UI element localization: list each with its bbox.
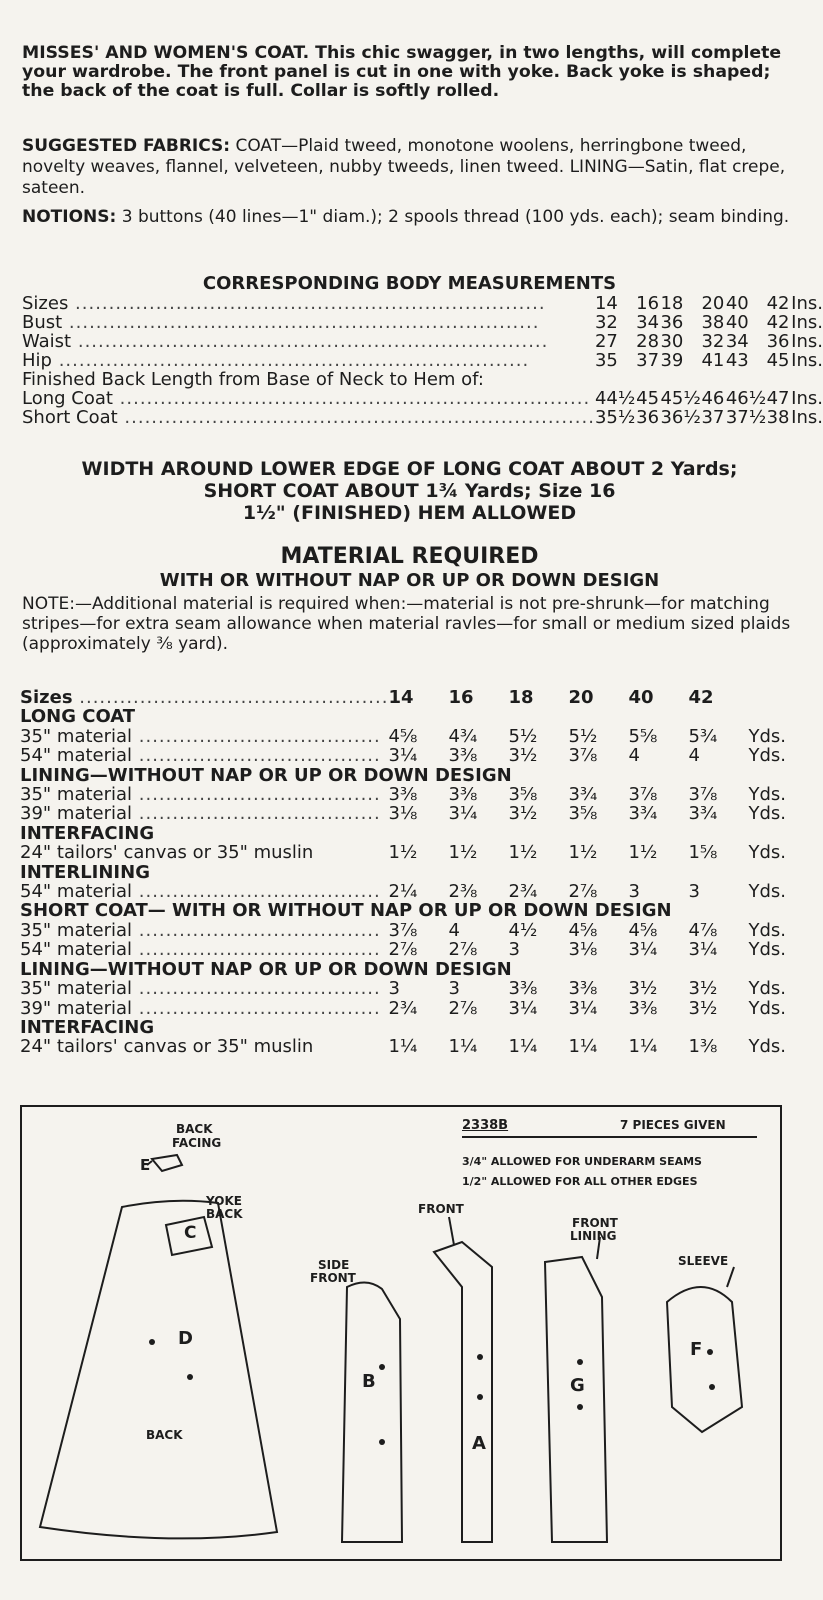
measurement-value: 43 xyxy=(725,350,749,371)
front-lining-label-1: FRONT xyxy=(572,1216,618,1230)
material-value: 3 xyxy=(688,881,700,903)
material-value: 3¼ xyxy=(688,939,718,961)
material-sizes-label xyxy=(20,688,388,707)
measurement-value: 28 xyxy=(636,331,660,352)
material-section-title-row xyxy=(20,960,798,979)
material-row xyxy=(20,882,798,901)
material-row-label-text: 54" material xyxy=(20,745,133,767)
material-value: 1¼ xyxy=(628,1036,658,1058)
material-section-title-row xyxy=(20,863,798,882)
measurement-unit: Ins. xyxy=(791,293,823,314)
measurement-value: 37 xyxy=(701,407,725,428)
side-front-dot-2 xyxy=(379,1439,385,1445)
material-section-title: LONG COAT xyxy=(20,706,136,728)
material-value: 3⅜ xyxy=(508,978,538,1000)
measurement-value: 46½ xyxy=(725,388,767,409)
measurement-value: 37½ xyxy=(725,407,767,428)
measurement-value: 36½ xyxy=(660,407,701,428)
front-dot-1 xyxy=(477,1354,483,1360)
measurement-value: 42 xyxy=(766,312,790,333)
side-front-label-1: SIDE xyxy=(318,1258,350,1272)
measurement-label-text: Short Coat xyxy=(22,408,118,427)
description-body: This chic swagger, in two lengths, will complete your wardrobe. The front panel is cut in one with yoke. Back yoke is shaped; the back of the coat is full. Collar is softly rolled. xyxy=(22,43,782,101)
material-size: 40 xyxy=(628,687,654,708)
leader-dots: .................................... xyxy=(132,978,381,1000)
leader-dots: ...................................................................... xyxy=(71,332,549,351)
leader-dots: .................................... xyxy=(132,919,381,941)
material-value: 2⅞ xyxy=(388,939,418,961)
material-value: 2⅞ xyxy=(568,881,598,903)
body-measurements-title: CORRESPONDING BODY MEASUREMENTS xyxy=(202,273,617,294)
measurement-label-text: Hip xyxy=(22,351,52,370)
material-value: 3⅞ xyxy=(688,784,718,806)
material-value: 1¼ xyxy=(448,1036,478,1058)
material-value: 1⅜ xyxy=(688,1036,718,1058)
material-section-title-row xyxy=(20,901,798,920)
measurement-value: 36 xyxy=(766,331,790,352)
sleeve-outline xyxy=(667,1287,742,1432)
material-row xyxy=(20,843,798,862)
measurement-value: 35 xyxy=(594,350,618,371)
material-value: 3⅞ xyxy=(628,784,658,806)
material-unit: Yds. xyxy=(748,725,786,747)
notions-label: NOTIONS: xyxy=(22,207,117,227)
material-value: 3½ xyxy=(508,803,538,825)
material-unit: Yds. xyxy=(748,784,786,806)
material-row-label xyxy=(20,727,388,746)
material-unit: Yds. xyxy=(748,745,786,767)
material-value: 2¾ xyxy=(508,881,538,903)
notions-text: 3 buttons (40 lines—1" diam.); 2 spools thread (100 yds. each); seam binding. xyxy=(116,207,790,227)
material-row-label-text: 35" material xyxy=(20,978,133,1000)
measurement-label xyxy=(22,408,595,427)
measurement-value: 14 xyxy=(594,293,618,314)
back-label: BACK xyxy=(146,1428,183,1442)
material-value: 3¼ xyxy=(448,803,478,825)
material-value: 4⅝ xyxy=(388,725,418,747)
material-value: 4⅝ xyxy=(628,919,658,941)
measurement-unit: Ins. xyxy=(791,312,823,333)
measurement-label-text: Waist xyxy=(22,332,72,351)
material-value: 3⅞ xyxy=(568,745,598,767)
material-value: 3½ xyxy=(628,978,658,1000)
material-value: 3⅛ xyxy=(568,939,598,961)
measurement-value: 40 xyxy=(725,293,749,314)
material-value: 4⅞ xyxy=(688,919,718,941)
leader-dots: ...................................................................... xyxy=(68,294,546,313)
letter-a: A xyxy=(472,1433,486,1454)
front-lining-outline xyxy=(545,1257,607,1542)
measurement-value: 42 xyxy=(766,293,790,314)
sleeve-label: SLEEVE xyxy=(678,1254,729,1268)
material-sizes-row xyxy=(20,688,798,707)
material-value: 4 xyxy=(688,745,700,767)
leader-dots: ...................................................................... xyxy=(117,408,595,427)
material-row-label xyxy=(20,746,388,765)
material-value: 5⅝ xyxy=(628,725,658,747)
width-note-line1: WIDTH AROUND LOWER EDGE OF LONG COAT ABOUT 2 Yards; xyxy=(81,458,738,480)
measurement-label xyxy=(22,389,595,408)
material-row xyxy=(20,746,798,765)
back-facing-label-1: BACK xyxy=(176,1122,213,1136)
measurement-value: 47 xyxy=(766,388,790,409)
material-row-label-text: 35" material xyxy=(20,725,133,747)
material-row xyxy=(20,727,798,746)
leader-dots: .................................... xyxy=(132,881,381,903)
letter-e: E xyxy=(140,1156,151,1174)
measurement-value: 27 xyxy=(594,331,618,352)
material-section-title-row xyxy=(20,824,798,843)
width-note xyxy=(22,458,797,524)
material-value: 3 xyxy=(448,978,460,1000)
material-value: 4 xyxy=(628,745,640,767)
measurement-value: 44½ xyxy=(594,388,636,409)
material-row-label-text: 24" tailors' canvas or 35" muslin xyxy=(20,1036,314,1058)
material-value: 3¼ xyxy=(568,997,598,1019)
material-subtitle: WITH OR WITHOUT NAP OR UP OR DOWN DESIGN xyxy=(159,570,660,591)
material-row-label-text: 54" material xyxy=(20,939,133,961)
measurement-unit: Ins. xyxy=(791,331,823,352)
back-facing-label-2: FACING xyxy=(172,1136,222,1150)
letter-c: C xyxy=(184,1223,197,1243)
finished-length-note-row xyxy=(22,370,823,389)
material-row-label xyxy=(20,940,388,959)
material-row-label-text: 39" material xyxy=(20,803,133,825)
material-row-label xyxy=(20,785,388,804)
material-value: 3¾ xyxy=(688,803,718,825)
measurement-label xyxy=(22,313,595,332)
material-section-title: INTERFACING xyxy=(20,822,155,844)
material-value: 1½ xyxy=(508,842,538,864)
material-value: 2⅞ xyxy=(448,997,478,1019)
material-value: 3 xyxy=(628,881,640,903)
material-unit: Yds. xyxy=(748,978,786,1000)
material-row-label xyxy=(20,843,388,862)
side-front-dot-1 xyxy=(379,1364,385,1370)
material-size: 18 xyxy=(508,687,534,708)
leader-dots: ...................................................................... xyxy=(62,313,540,332)
front-lining-dot-1 xyxy=(577,1359,583,1365)
material-value: 3¾ xyxy=(568,784,598,806)
side-front-outline xyxy=(342,1282,402,1542)
material-value: 3⅝ xyxy=(508,784,538,806)
letter-b: B xyxy=(362,1371,376,1392)
material-unit: Yds. xyxy=(748,997,786,1019)
front-outline xyxy=(434,1242,492,1542)
material-value: 3½ xyxy=(688,997,718,1019)
material-row xyxy=(20,999,798,1018)
measurement-label-text: Long Coat xyxy=(22,389,113,408)
measurement-label xyxy=(22,294,595,313)
material-unit: Yds. xyxy=(748,842,786,864)
side-front-label-2: FRONT xyxy=(310,1271,356,1285)
measurement-value: 36 xyxy=(636,407,660,428)
material-value: 2⅜ xyxy=(448,881,478,903)
material-value: 2¾ xyxy=(388,997,418,1019)
material-section-title: INTERLINING xyxy=(20,861,150,883)
measurement-row xyxy=(22,351,823,370)
material-value: 1½ xyxy=(388,842,418,864)
back-facing-outline xyxy=(152,1155,182,1171)
measurement-value: 46 xyxy=(701,388,725,409)
leader-dots: ...................................................................... xyxy=(51,351,530,370)
material-title: MATERIAL REQUIRED xyxy=(280,544,539,569)
material-size: 14 xyxy=(388,687,414,708)
material-value: 3⅜ xyxy=(388,784,418,806)
material-unit: Yds. xyxy=(748,939,786,961)
measurement-label-text: Sizes xyxy=(22,294,69,313)
material-row xyxy=(20,804,798,823)
measurement-value: 45 xyxy=(636,388,660,409)
measurement-value: 45 xyxy=(766,350,790,371)
material-value: 3⅜ xyxy=(448,784,478,806)
allowance-underarm: 3/4" ALLOWED FOR UNDERARM SEAMS xyxy=(462,1155,702,1168)
material-value: 3⅞ xyxy=(388,919,418,941)
leader-dots: .................................... xyxy=(132,745,381,767)
material-row xyxy=(20,785,798,804)
measurement-unit: Ins. xyxy=(791,407,823,428)
material-value: 2¼ xyxy=(388,881,418,903)
leader-dots: .................................... xyxy=(132,939,381,961)
leader-dots: .................................... xyxy=(132,803,381,825)
material-value: 3⅛ xyxy=(388,803,418,825)
front-lining-dot-2 xyxy=(577,1404,583,1410)
material-row xyxy=(20,1037,798,1056)
measurement-row xyxy=(22,313,823,332)
material-row-label xyxy=(20,1037,388,1056)
material-value: 4¾ xyxy=(448,725,478,747)
letter-f: F xyxy=(690,1339,703,1360)
material-value: 1¼ xyxy=(508,1036,538,1058)
material-section-title: LINING—WITHOUT NAP OR UP OR DOWN DESIGN xyxy=(20,764,512,786)
material-value: 1½ xyxy=(628,842,658,864)
material-section-title: INTERFACING xyxy=(20,1016,155,1038)
material-section-title: SHORT COAT— WITH OR WITHOUT NAP OR UP OR DOWN DESIGN xyxy=(20,900,672,922)
material-size: 20 xyxy=(568,687,594,708)
leader-dots: .............................................. xyxy=(72,687,389,708)
measurement-value: 37 xyxy=(636,350,660,371)
material-value: 3½ xyxy=(688,978,718,1000)
measurement-label xyxy=(22,332,595,351)
material-size: 42 xyxy=(688,687,714,708)
back-piece-outline xyxy=(40,1201,277,1539)
material-value: 3¾ xyxy=(628,803,658,825)
fabrics-label: SUGGESTED FABRICS: xyxy=(22,136,231,156)
material-section-title-row xyxy=(20,1018,798,1037)
material-section-title: LINING—WITHOUT NAP OR UP OR DOWN DESIGN xyxy=(20,958,512,980)
yoke-back-label-2: BACK xyxy=(206,1207,243,1221)
measurement-value: 34 xyxy=(725,331,749,352)
material-unit: Yds. xyxy=(748,1036,786,1058)
body-measurements-table xyxy=(22,294,823,427)
material-row xyxy=(20,921,798,940)
material-value: 4 xyxy=(448,919,460,941)
material-value: 5½ xyxy=(508,725,538,747)
material-value: 3⅝ xyxy=(568,803,598,825)
material-unit: Yds. xyxy=(748,919,786,941)
suggested-fabrics xyxy=(22,136,797,199)
back-dot-1 xyxy=(149,1339,155,1345)
material-value: 3 xyxy=(508,939,520,961)
material-value: 1¼ xyxy=(388,1036,418,1058)
material-value: 5½ xyxy=(568,725,598,747)
material-row-label xyxy=(20,979,388,998)
measurement-value: 34 xyxy=(636,312,660,333)
material-value: 3⅜ xyxy=(448,745,478,767)
front-lining-label-2: LINING xyxy=(570,1229,617,1243)
measurement-value: 38 xyxy=(766,407,790,428)
measurement-value: 38 xyxy=(701,312,725,333)
material-value: 3⅜ xyxy=(628,997,658,1019)
material-value: 1½ xyxy=(568,842,598,864)
notions xyxy=(22,207,797,228)
material-section-title-row xyxy=(20,707,798,726)
material-row xyxy=(20,979,798,998)
measurement-unit: Ins. xyxy=(791,388,823,409)
pattern-number: 2338B xyxy=(462,1118,509,1133)
material-size: 16 xyxy=(448,687,474,708)
material-row-label-text: 24" tailors' canvas or 35" muslin xyxy=(20,842,314,864)
allowance-edges: 1/2" ALLOWED FOR ALL OTHER EDGES xyxy=(462,1175,698,1188)
material-value: 3 xyxy=(388,978,400,1000)
material-row-label-text: 54" material xyxy=(20,881,133,903)
measurement-row xyxy=(22,408,823,427)
pointer-sleeve xyxy=(727,1267,734,1287)
measurement-value: 16 xyxy=(636,293,660,314)
sleeve-dot-2 xyxy=(709,1384,715,1390)
measurement-label-text: Bust xyxy=(22,313,63,332)
letter-g: G xyxy=(570,1375,585,1396)
width-note-line3: 1½" (FINISHED) HEM ALLOWED xyxy=(242,502,577,524)
measurement-row xyxy=(22,294,823,313)
material-value: 1½ xyxy=(448,842,478,864)
material-row-label-text: 35" material xyxy=(20,784,133,806)
back-dot-2 xyxy=(187,1374,193,1380)
material-row-label xyxy=(20,921,388,940)
measurement-value: 30 xyxy=(660,331,684,352)
material-sizes-text: Sizes xyxy=(20,687,73,708)
leader-dots: .................................... xyxy=(132,725,381,747)
width-note-line2: SHORT COAT ABOUT 1¾ Yards; Size 16 xyxy=(203,480,616,502)
measurement-value: 40 xyxy=(725,312,749,333)
front-label: FRONT xyxy=(418,1202,464,1216)
material-value: 3½ xyxy=(508,745,538,767)
leader-dots: ...................................................................... xyxy=(112,389,591,408)
material-value: 4⅝ xyxy=(568,919,598,941)
measurement-value: 18 xyxy=(660,293,684,314)
leader-dots: .................................... xyxy=(132,997,381,1019)
material-row-label xyxy=(20,882,388,901)
letter-d: D xyxy=(178,1328,193,1349)
measurement-label xyxy=(22,351,595,370)
measurement-value: 32 xyxy=(594,312,618,333)
pattern-pieces-diagram xyxy=(20,1105,782,1561)
sleeve-dot-1 xyxy=(707,1349,713,1355)
fabrics-text: COAT—Plaid tweed, monotone woolens, herringbone tweed, novelty weaves, flannel, velveteen, nubby tweeds, linen tweed. LINING—Satin, flat crepe, sateen. xyxy=(22,136,786,198)
material-row-label xyxy=(20,999,388,1018)
material-value: 3⅜ xyxy=(568,978,598,1000)
material-value: 2⅞ xyxy=(448,939,478,961)
material-value: 3¼ xyxy=(628,939,658,961)
material-unit: Yds. xyxy=(748,803,786,825)
description-lead: MISSES' AND WOMEN'S COAT. xyxy=(22,43,310,63)
measurement-row xyxy=(22,332,823,351)
material-value: 3¼ xyxy=(508,997,538,1019)
measurement-row xyxy=(22,389,823,408)
measurement-value: 20 xyxy=(701,293,725,314)
front-dot-2 xyxy=(477,1394,483,1400)
measurement-value: 41 xyxy=(701,350,725,371)
measurement-value: 32 xyxy=(701,331,725,352)
material-row-label-text: 39" material xyxy=(20,997,133,1019)
material-row xyxy=(20,940,798,959)
material-note: NOTE:—Additional material is required when:—material is not pre-shrunk—for matching stripes—for extra seam allowance when material ravles—for small or medium sized plaids (approximately ⅜ yard). xyxy=(22,594,791,654)
measurement-value: 36 xyxy=(660,312,684,333)
material-row-label-text: 35" material xyxy=(20,919,133,941)
material-value: 5¾ xyxy=(688,725,718,747)
pattern-description xyxy=(22,44,802,101)
measurement-value: 45½ xyxy=(660,388,701,409)
yoke-back-label-1: YOKE xyxy=(206,1194,242,1208)
measurement-value: 39 xyxy=(660,350,684,371)
pointer-front xyxy=(449,1217,454,1245)
material-table xyxy=(20,688,798,1057)
material-value: 4½ xyxy=(508,919,538,941)
measurement-unit: Ins. xyxy=(791,350,823,371)
material-unit-spacer xyxy=(748,688,798,707)
material-value: 1⅝ xyxy=(688,842,718,864)
measurement-value: 35½ xyxy=(594,407,636,428)
material-section-title-row xyxy=(20,766,798,785)
leader-dots: .................................... xyxy=(132,784,381,806)
material-value: 1¼ xyxy=(568,1036,598,1058)
pieces-given: 7 PIECES GIVEN xyxy=(620,1118,726,1132)
material-value: 3¼ xyxy=(388,745,418,767)
finished-length-note: Finished Back Length from Base of Neck to Hem of: xyxy=(22,369,484,390)
material-row-label xyxy=(20,804,388,823)
material-unit: Yds. xyxy=(748,881,786,903)
